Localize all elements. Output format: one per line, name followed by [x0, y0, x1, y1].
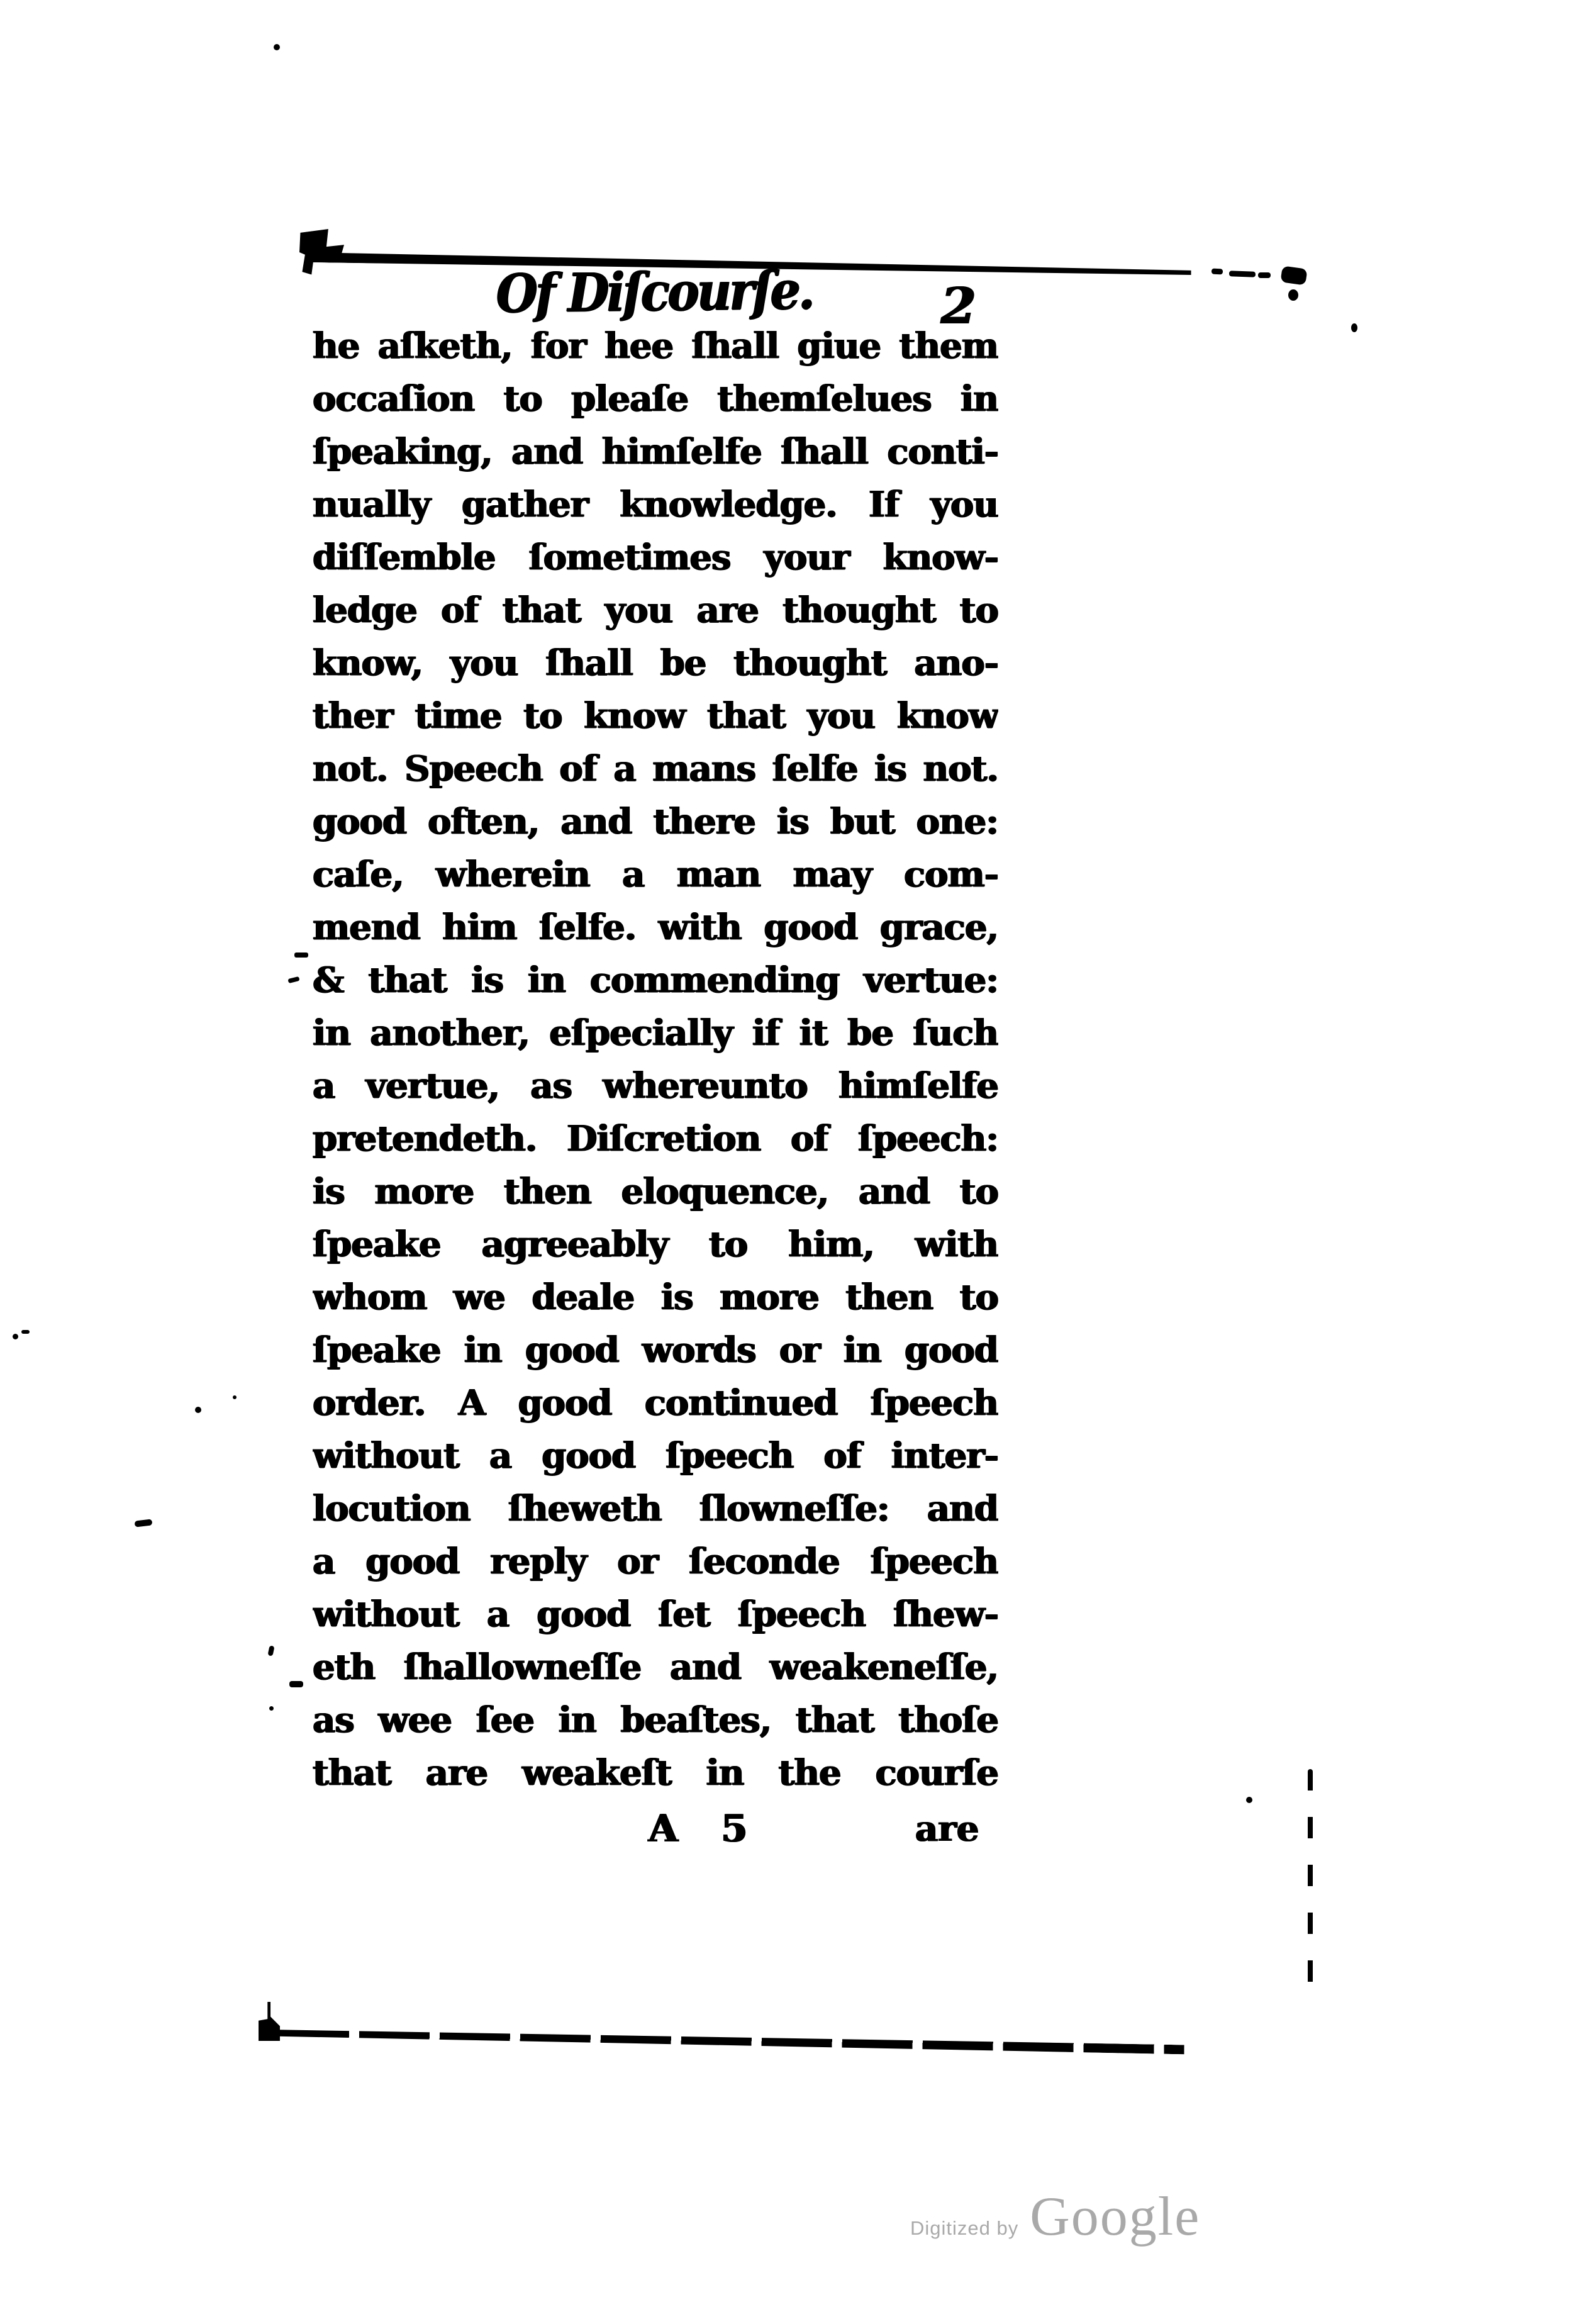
body-text-line: caſe, wherein a man may com- [313, 854, 998, 895]
body-text-line: not. Speech of a mans ſelfe is not. [313, 748, 998, 790]
top-rule-dash [1258, 272, 1271, 278]
ink-speck [13, 1334, 18, 1339]
body-text-line: nually gather knowledge. If you [313, 484, 998, 525]
ink-speck [274, 44, 280, 50]
digitization-watermark [910, 2186, 1201, 2247]
body-text-line: eth ſhallowneſſe and weakeneſſe, [313, 1646, 998, 1688]
margin-hyphen-mark [287, 976, 299, 983]
body-text [313, 320, 998, 1799]
body-text-line: that are weakeſt in the courſe [313, 1752, 998, 1794]
signature-mark: A 5 [649, 1807, 748, 1851]
catchword: are [915, 1808, 979, 1850]
running-header [478, 260, 830, 324]
fold-dash-line [1308, 1769, 1313, 1993]
body-text-line: occaſion to pleaſe themſelues in [313, 378, 998, 420]
ink-speck [1351, 323, 1357, 332]
margin-hyphen-mark [294, 953, 308, 958]
ink-speck [1246, 1797, 1252, 1803]
body-text-line: a good reply or ſeconde ſpeech [313, 1541, 998, 1582]
body-text-line: in another, eſpecially if it be ſuch [313, 1012, 998, 1054]
ink-speck [289, 1681, 303, 1687]
body-text-line: as wee ſee in beaſtes, that thoſe [313, 1699, 998, 1741]
ink-speck [134, 1519, 152, 1527]
body-text-line: without a good ſet ſpeech ſhew- [313, 1594, 998, 1635]
top-rule-dash [1212, 269, 1223, 275]
body-text-line: ſpeake in good words or in good [313, 1329, 998, 1371]
ink-speck [233, 1395, 237, 1399]
body-text-line: he aſketh, for hee ſhall giue them [313, 325, 998, 367]
body-text-line: know, you ſhall be thought ano- [313, 642, 998, 684]
body-text-line: without a good ſpeech of inter- [313, 1435, 998, 1477]
body-text-line: good often, and there is but one: [313, 801, 998, 842]
body-text-line: diſſemble ſometimes your know- [313, 537, 998, 578]
signature-row [313, 1801, 998, 1857]
google-logo: Google [1030, 2186, 1201, 2247]
body-text-line: locution ſheweth ſlowneſſe: and [313, 1488, 998, 1529]
ink-speck [269, 1706, 274, 1711]
body-text-line: ledge of that you are thought to [313, 589, 998, 631]
top-rule-dash [1229, 271, 1256, 277]
body-text-line: ther time to know that you know [313, 695, 998, 737]
top-rule-blot [1280, 265, 1307, 285]
body-text-line: pretendeth. Diſcretion of ſpeech: [313, 1118, 998, 1159]
ink-speck [1288, 289, 1298, 301]
body-text-line: order. A good continued ſpeech [313, 1382, 998, 1424]
ink-blot-bottom-left [259, 2002, 280, 2041]
body-text-line: ſpeake agreeably to him, with [313, 1224, 998, 1265]
body-text-line: a vertue, as whereunto himſelfe [313, 1065, 998, 1107]
ink-blot-top-left [299, 229, 346, 276]
ink-speck [21, 1330, 30, 1334]
body-text-line: & that is in commending vertue: [313, 959, 998, 1001]
bottom-rule [279, 2028, 1184, 2054]
page-title: Of Diſcourſe. [496, 259, 813, 325]
ink-speck [195, 1407, 201, 1413]
page-number: 2 [941, 276, 976, 335]
body-text-line: mend him ſelfe. with good grace, [313, 907, 998, 948]
body-text-line: whom we deale is more then to [313, 1277, 998, 1318]
digitized-by-label: Digitized by [910, 2217, 1019, 2239]
body-text-line: ſpeaking, and himſelfe ſhall conti- [313, 431, 998, 472]
ink-speck [267, 1645, 274, 1656]
body-text-line: is more then eloquence, and to [313, 1171, 998, 1212]
